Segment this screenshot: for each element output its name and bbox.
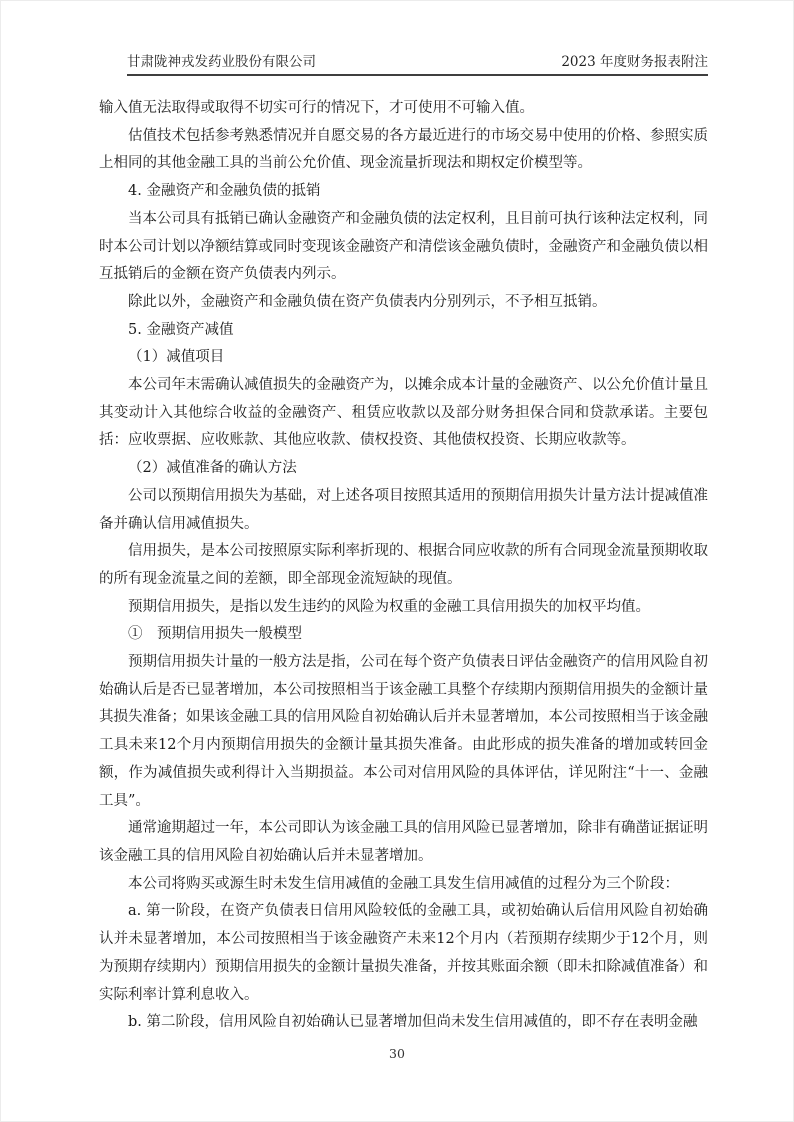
paragraph: a. 第一阶段，在资产负债表日信用风险较低的金融工具，或初始确认后信用风险自初始确认并未显著增加，本公司按照相当于该金融资产未来12个月内（若预期存续期少于12个月，则为预期存续期内）预期信用损失的金额计量损失准备，并按其账面余额（即未扣除减值准备）和实际利率计算利息收入。 — [99, 903, 708, 1003]
paragraph: 预期信用损失，是指以发生违约的风险为权重的金融工具信用损失的加权平均值。 — [128, 598, 650, 615]
paragraph: 4. 金融资产和金融负债的抵销 — [128, 183, 321, 200]
paragraph: （2）减值准备的确认方法 — [128, 460, 297, 477]
header-doc-title: 2023 年度财务报表附注 — [561, 54, 708, 70]
paragraph: 本公司将购买或源生时未发生信用减值的金融工具发生信用减值的过程分为三个阶段： — [128, 875, 679, 892]
page-footer — [0, 1046, 794, 1061]
paragraph: （1）减值项目 — [128, 349, 225, 366]
paragraph: ① 预期信用损失一般模型 — [128, 626, 302, 643]
paragraph: 除此以外，金融资产和金融负债在资产负债表内分别列示，不予相互抵销。 — [128, 293, 607, 310]
paragraph: 公司以预期信用损失为基础，对上述各项目按照其适用的预期信用损失计量方法计提减值准备并确认信用减值损失。 — [99, 487, 708, 532]
paragraph: 5. 金融资产减值 — [128, 321, 234, 338]
page-number: 30 — [389, 1046, 405, 1061]
paragraph: 输入值无法取得或取得不切实可行的情况下，才可使用不可输入值。 — [99, 100, 534, 116]
header-company-name: 甘肃陇神戎发药业股份有限公司 — [127, 54, 316, 70]
paragraph: 本公司年末需确认减值损失的金融资产为，以摊余成本计量的金融资产、以公允价值计量且其变动计入其他综合收益的金融资产、租赁应收款以及部分财务担保合同和贷款承诺。主要包括：应收票据、应收账款、其他应收款、债权投资、其他债权投资、长期应收款等。 — [99, 377, 708, 449]
paragraph: 通常逾期超过一年，本公司即认为该金融工具的信用风险已显著增加，除非有确凿证据证明该金融工具的信用风险自初始确认后并未显著增加。 — [99, 820, 708, 864]
paragraph: 当本公司具有抵销已确认金融资产和金融负债的法定权利，且目前可执行该种法定权利，同时本公司计划以净额结算或同时变现该金融资产和清偿该金融负债时，金融资产和金融负债以相互抵销后的金额在资产负债表内列示。 — [99, 210, 708, 283]
paragraph: b. 第二阶段，信用风险自初始确认已显著增加但尚未发生信用减值的，即不存在表明金融 — [128, 1014, 698, 1031]
paragraph: 估值技术包括参考熟悉情况并自愿交易的各方最近进行的市场交易中使用的价格、参照实质上相同的其他金融工具的当前公允价值、现金流量折现法和期权定价模型等。 — [99, 127, 708, 172]
paragraph: 预期信用损失计量的一般方法是指，公司在每个资产负债表日评估金融资产的信用风险自初始确认后是否已显著增加，本公司按照相当于该金融工具整个存续期内预期信用损失的金额计量其损失准备；如果该金融工具的信用风险自初始确认后并未显著增加，本公司按照相当于该金融工具未来12个月内预期信用损失的金额计量其损失准备。由此形成的损失准备的增加或转回金额，作为减值损失或利得计入当期损益。本公司对信用风险的具体评估，详见附注“十一、金融工具”。 — [99, 654, 708, 809]
document-body — [99, 95, 708, 1037]
page-header — [127, 55, 708, 76]
paragraph: 信用损失，是本公司按照原实际利率折现的、根据合同应收款的所有合同现金流量预期收取的所有现金流量之间的差额，即全部现金流短缺的现值。 — [99, 543, 708, 587]
